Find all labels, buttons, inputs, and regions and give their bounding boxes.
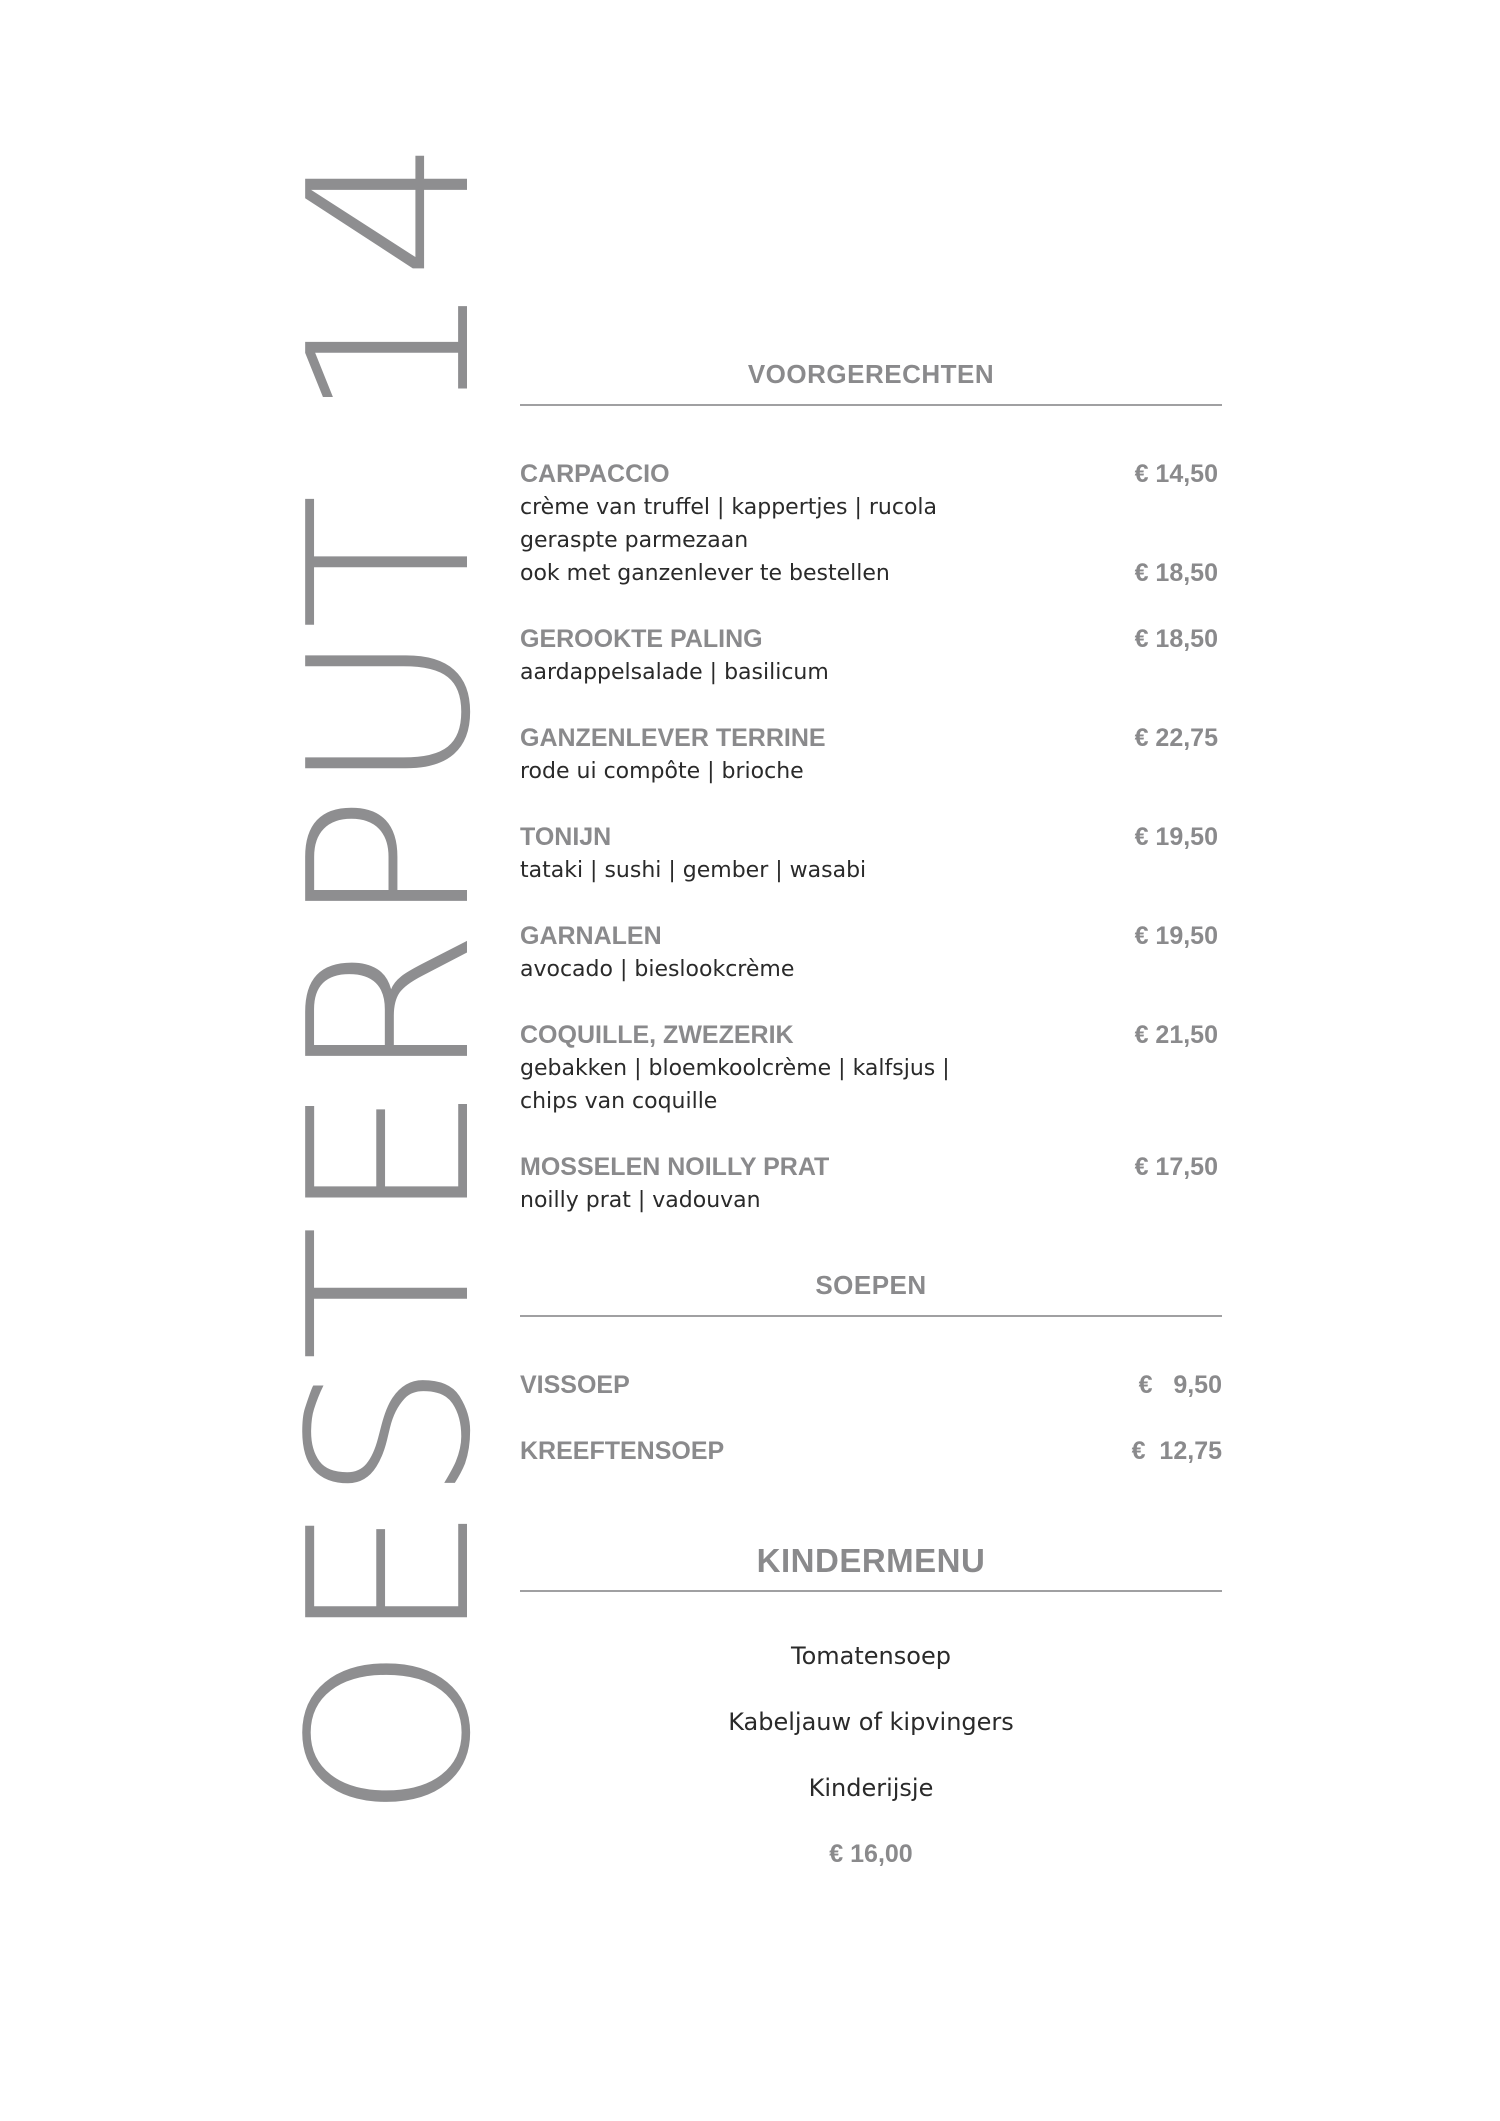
kindermenu-item: Tomatensoep xyxy=(791,1642,951,1670)
dish-name: GARNALEN xyxy=(520,922,662,950)
dish-description: ook met ganzenlever te bestellen xyxy=(520,561,890,586)
section-voorgerechten xyxy=(520,352,1222,1217)
divider xyxy=(520,1315,1222,1317)
menu xyxy=(520,352,1222,1872)
dish-price: € 18,50 xyxy=(1134,625,1218,653)
dish-name: KREEFTENSOEP xyxy=(520,1437,725,1465)
dish-tonijn xyxy=(520,821,1222,887)
dish-kreeftensoep xyxy=(520,1435,1222,1468)
dish-price: € 19,50 xyxy=(1134,922,1218,950)
dish-description: tataki | sushi | gember | wasabi xyxy=(520,858,867,883)
dish-description: aardappelsalade | basilicum xyxy=(520,660,829,685)
dish-price: € 22,75 xyxy=(1134,724,1218,752)
section-title-kindermenu: KINDERMENU xyxy=(756,1542,986,1579)
dish-name: VISSOEP xyxy=(520,1371,630,1399)
dish-description: rode ui compôte | brioche xyxy=(520,759,804,784)
dish-description: avocado | bieslookcrème xyxy=(520,957,795,982)
dish-coquille-zwezerik xyxy=(520,1019,1222,1118)
dish-vissoep xyxy=(520,1369,1222,1402)
section-title-voorgerechten: VOORGERECHTEN xyxy=(747,359,995,389)
dish-mosselen-noilly-prat xyxy=(520,1151,1222,1217)
dish-name: CARPACCIO xyxy=(520,460,670,488)
dish-gerookte-paling xyxy=(520,623,1222,689)
kindermenu-item: Kinderijsje xyxy=(808,1774,934,1802)
kindermenu-item: Kabeljauw of kipvingers xyxy=(728,1708,1014,1736)
dish-description: chips van coquille xyxy=(520,1089,718,1114)
section-soepen xyxy=(520,1263,1222,1468)
kindermenu-price: € 16,00 xyxy=(829,1840,913,1868)
dish-description: crème van truffel | kappertjes | rucola xyxy=(520,495,938,520)
dish-name: TONIJN xyxy=(520,823,612,851)
dish-price: € 9,50 xyxy=(1138,1371,1222,1399)
dish-price: € 14,50 xyxy=(1134,460,1218,488)
divider xyxy=(520,1590,1222,1592)
dish-description: noilly prat | vadouvan xyxy=(520,1188,761,1213)
dish-description: geraspte parmezaan xyxy=(520,528,749,553)
dish-price: € 19,50 xyxy=(1134,823,1218,851)
restaurant-name: OESTERPUT 14 xyxy=(262,136,520,1820)
dish-price: € 21,50 xyxy=(1134,1021,1218,1049)
dish-name: GANZENLEVER TERRINE xyxy=(520,724,826,752)
dish-name: COQUILLE, ZWEZERIK xyxy=(520,1021,794,1049)
dish-price-option: € 18,50 xyxy=(1134,559,1218,587)
dish-ganzenlever-terrine xyxy=(520,722,1222,788)
dish-price: € 17,50 xyxy=(1134,1153,1218,1181)
dish-price: € 12,75 xyxy=(1131,1437,1222,1465)
section-kindermenu xyxy=(520,1534,1222,1872)
section-title-soepen: SOEPEN xyxy=(815,1270,927,1300)
dish-carpaccio xyxy=(520,458,1222,590)
divider xyxy=(520,404,1222,406)
dish-description: gebakken | bloemkoolcrème | kalfsjus | xyxy=(520,1056,950,1081)
dish-garnalen xyxy=(520,920,1222,986)
dish-name: GEROOKTE PALING xyxy=(520,625,763,653)
dish-name: MOSSELEN NOILLY PRAT xyxy=(520,1153,830,1181)
